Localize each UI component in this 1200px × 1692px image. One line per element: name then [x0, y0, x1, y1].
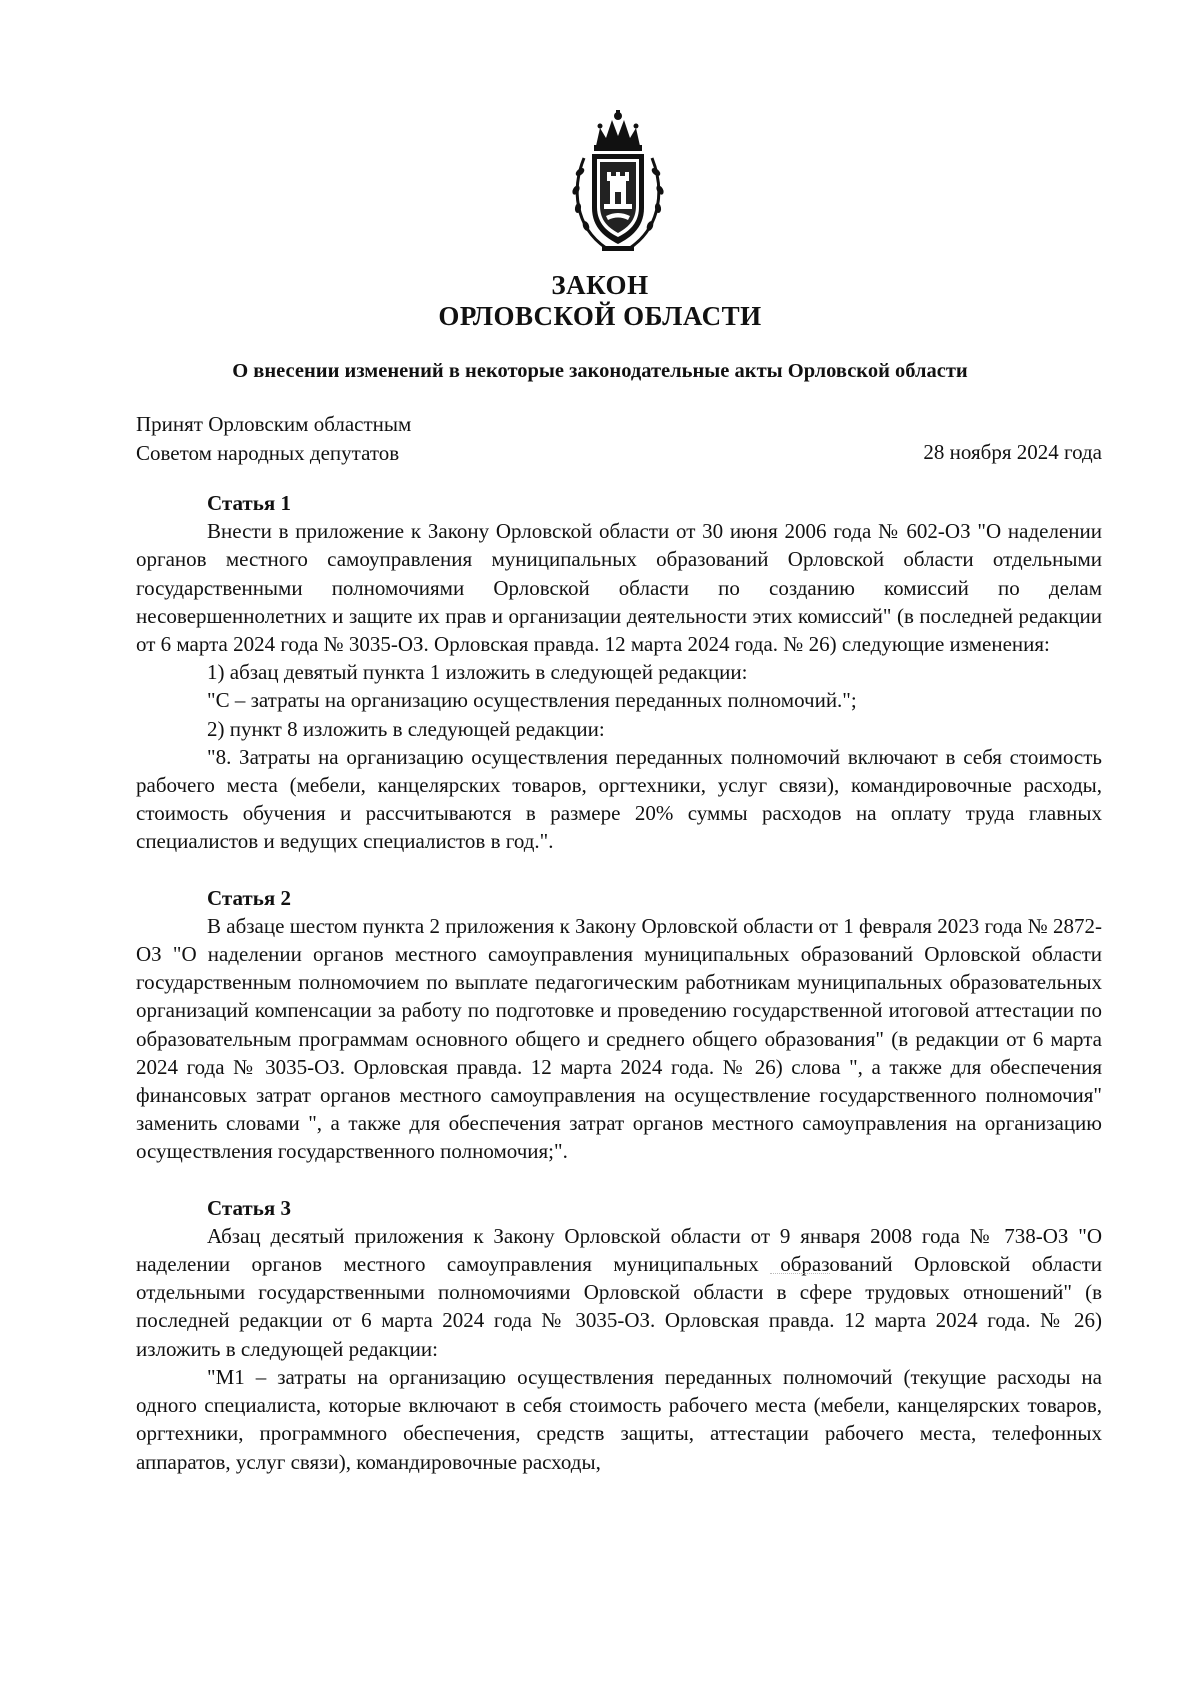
article-heading: Статья 2 — [207, 885, 291, 910]
spacer — [136, 856, 1102, 884]
adoption-line1: Принят Орловским областным — [136, 412, 412, 436]
document-body — [136, 489, 1102, 1476]
coat-of-arms-icon — [566, 108, 670, 258]
article-paragraph: "С – затраты на организацию осуществления переданных полномочий."; — [207, 688, 857, 713]
adoption-date: 28 ноября 2024 года — [923, 440, 1102, 464]
article-paragraph: Внести в приложение к Закону Орловской области от 30 июня 2006 года № 602-ОЗ "О наделении органов местного самоуправления муниципальных образований Орловской области отдельными государственными полномочиями Орловской области по созданию комиссий по делам несовершеннолетних и защите их прав и организации деятельности этих комиссий" (в последней редакции от 6 марта 2024 года № 3035-ОЗ. Орловская правда. 12 марта 2024 года. № 26) следующие изменения: — [136, 519, 1102, 657]
article-paragraph: 1) абзац девятый пункта 1 изложить в следующей редакции: — [207, 660, 748, 685]
document-subtitle: О внесении изменений в некоторые законодательные акты Орловской области — [232, 360, 968, 382]
article-paragraph: Абзац десятый приложения к Закону Орловской области от 9 января 2008 года № 738-ОЗ "О наделении органов местного самоуправления муниципальных образований Орловской области отдельными государственными полномочиями Орловской области в сфере трудовых отношений" (в последней редакции от 6 марта 2024 года № 3035-ОЗ. Орловская правда. 12 марта 2024 года. № 26) изложить в следующей редакции: — [136, 1223, 1102, 1361]
adoption-statement — [136, 410, 411, 468]
document-title-line1: ЗАКОН — [551, 270, 649, 300]
article-heading: Статья 1 — [207, 491, 291, 515]
article-paragraph: В абзаце шестом пункта 2 приложения к Закону Орловской области от 1 февраля 2023 года № 2872-ОЗ "О наделении органов местного самоуправления муниципальных образований Орловской области государственным полномочием по выплате педагогическим работникам муниципальных образовательных организаций компенсации за работу по подготовке и проведению государственной итоговой аттестации по образовательным программам основного общего и среднего общего образования" (в редакции от 6 марта 2024 года № 3035-ОЗ. Орловская правда. 12 марта 2024 года. № 26) слова ", а также для обеспечения финансовых затрат органов местного самоуправления на осуществление государственного полномочия" заменить словами ", а также для обеспечения затрат органов местного самоуправления на организацию осуществления государственного полномочия;". — [136, 913, 1102, 1164]
article-paragraph: 2) пункт 8 изложить в следующей редакции: — [207, 716, 605, 741]
article-paragraph: "М1 – затраты на организацию осуществления переданных полномочий (текущие расходы на одного специалиста, которые включают в себя стоимость рабочего места (мебели, канцелярских товаров, оргтехники, программного обеспечения, средств защиты, аттестации рабочего места, телефонных аппаратов, услуг связи), командировочные расходы, — [136, 1364, 1102, 1474]
document-title-line2: ОРЛОВСКОЙ ОБЛАСТИ — [438, 301, 762, 331]
article-paragraph: "8. Затраты на организацию осуществления переданных полномочий включают в себя стоимость рабочего места (мебели, канцелярских товаров, оргтехники, услуг связи), командировочные расходы, стоимость обучения и рассчитываются в размере 20% суммы расходов на оплату труда главных специалистов и ведущих специалистов в год.". — [136, 744, 1102, 854]
spacer — [136, 1166, 1102, 1194]
adoption-line2: Советом народных депутатов — [136, 441, 400, 465]
article-heading: Статья 3 — [207, 1195, 291, 1220]
scan-artifact — [770, 1273, 830, 1275]
